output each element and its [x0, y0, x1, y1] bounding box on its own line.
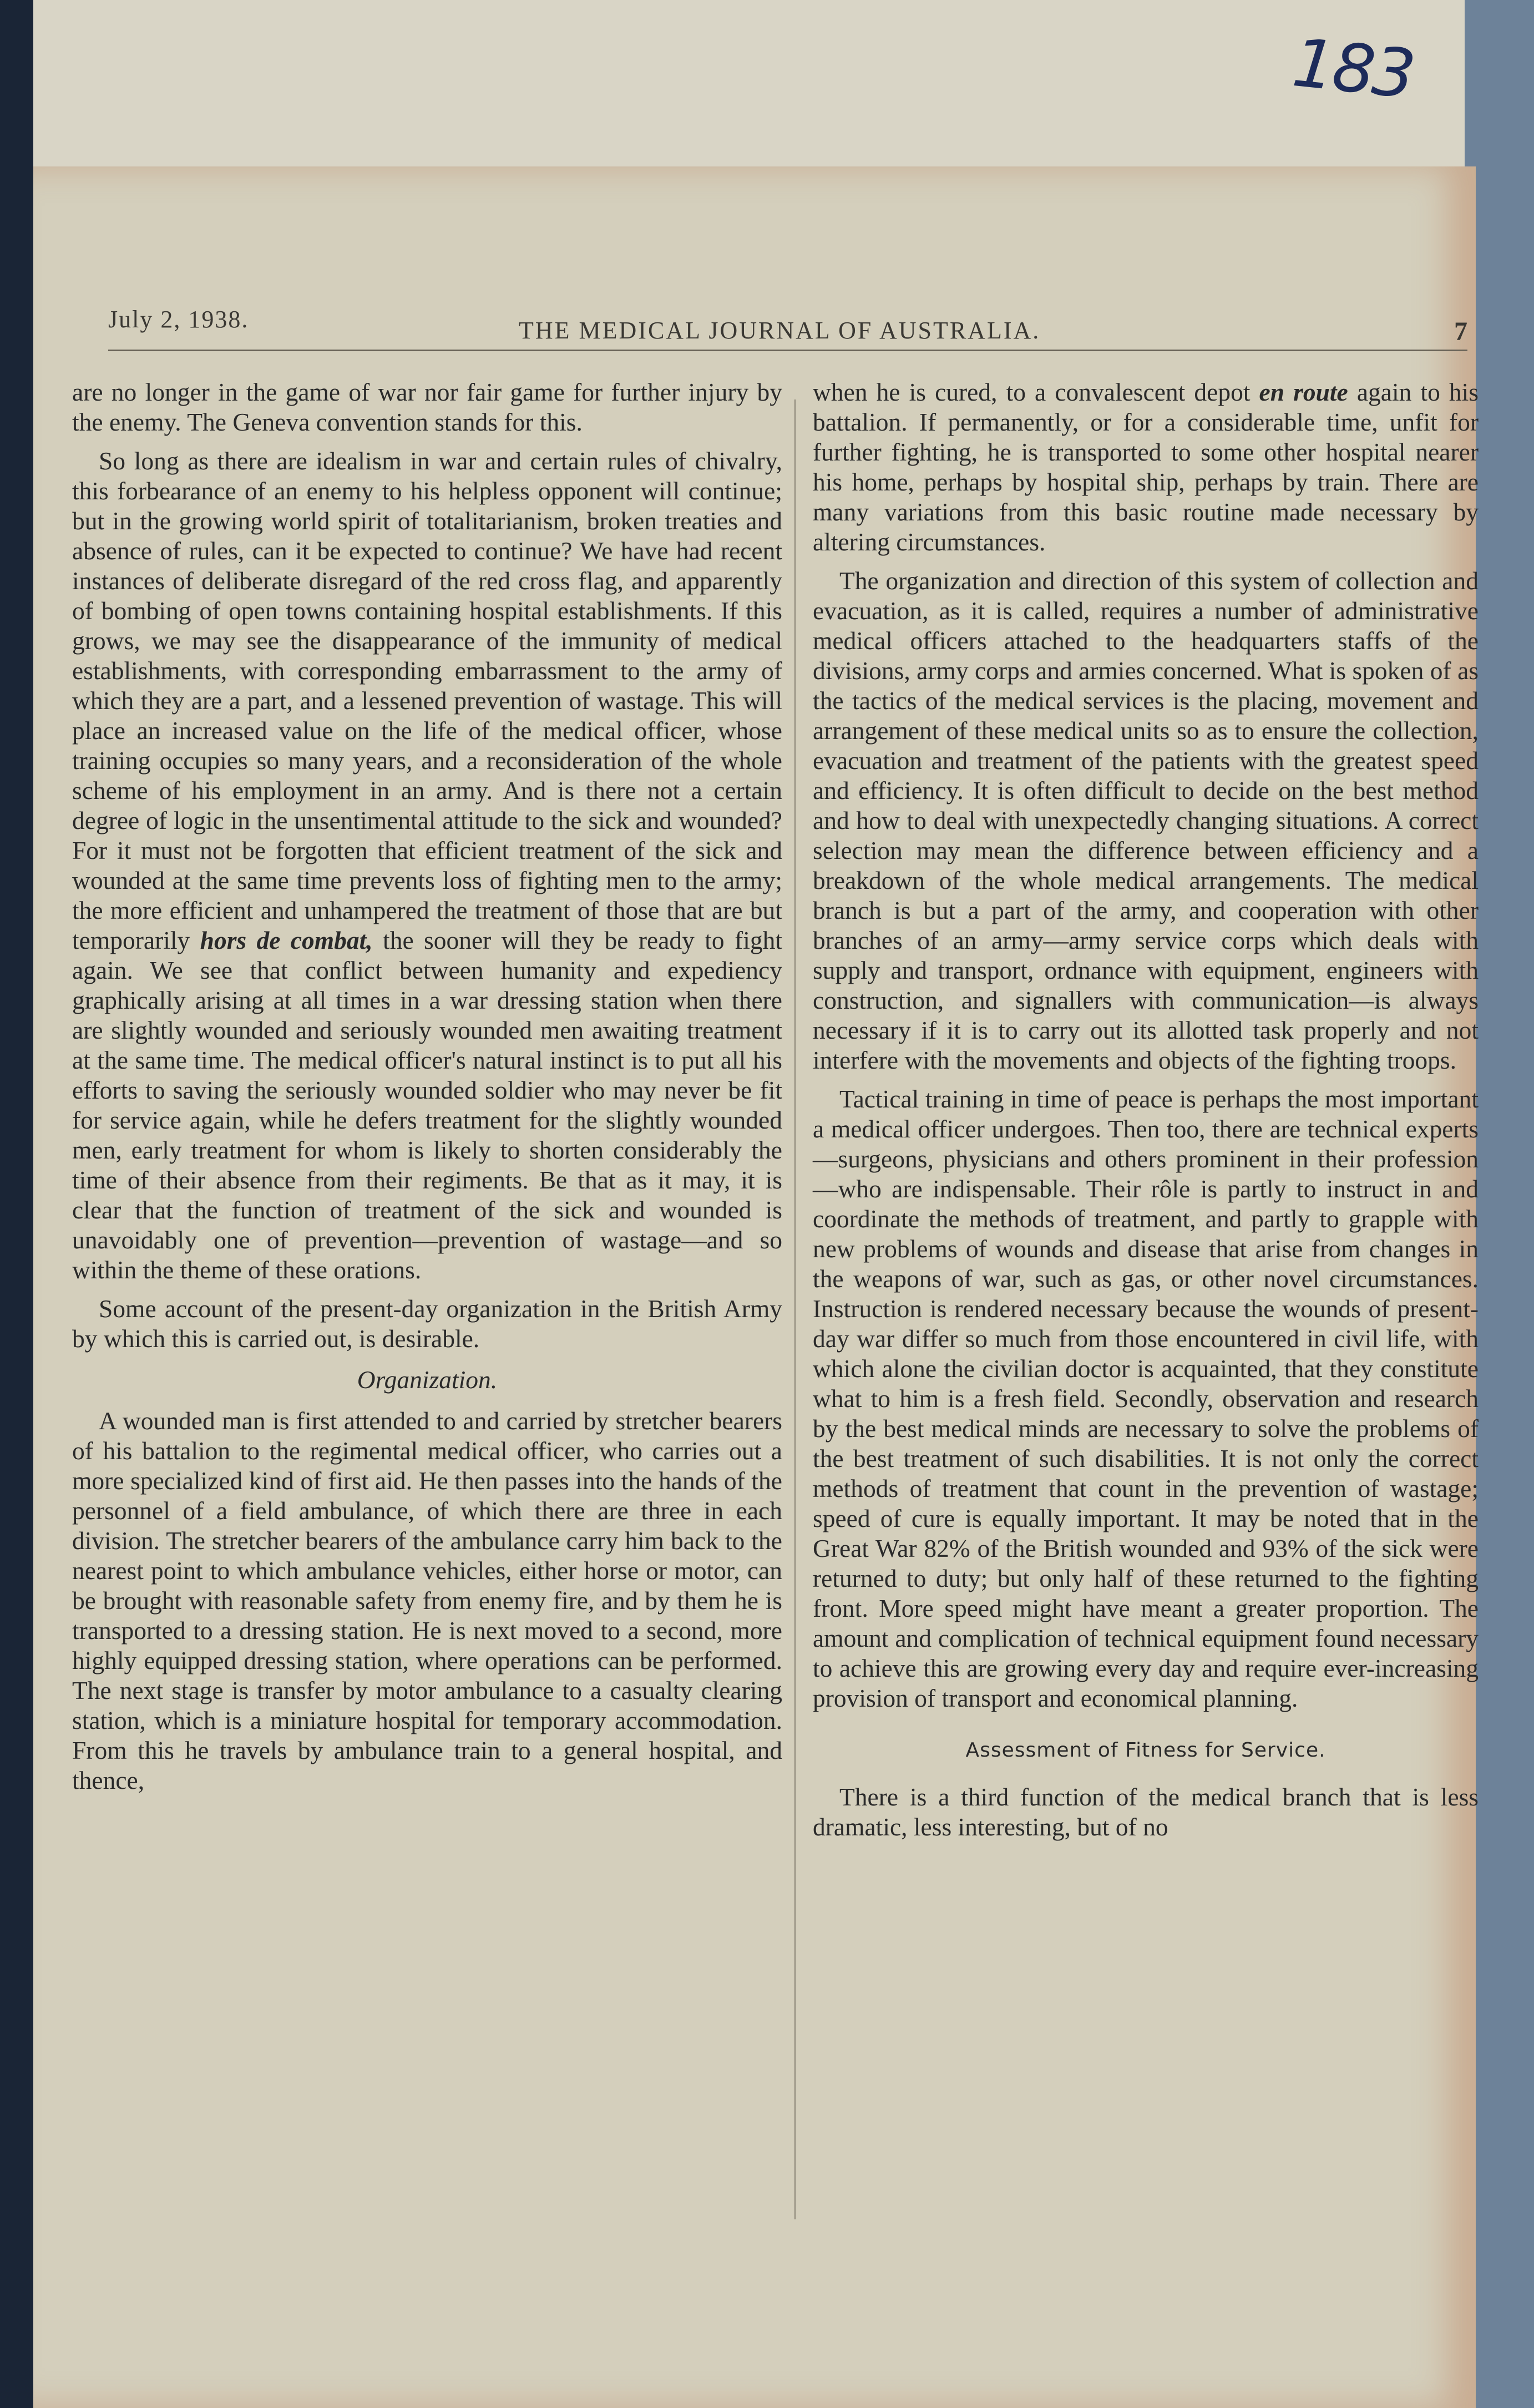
column-divider: [794, 399, 796, 2219]
paragraph-text: again to his battalion. If permanently, or for a considerable time, unfit for further fighting, he is transported to some other hospital nearer his home, perhaps by hospital ship, perhaps by train. There are many variations from this basic routine made necessary by altering circumstances.: [813, 378, 1479, 556]
section-heading: Assessment of Fitness for Service.: [965, 1739, 1326, 1762]
running-header: [108, 300, 1467, 351]
paragraph: There is a third function of the medical branch that is less dramatic, less interesting, but of no: [813, 1783, 1479, 1841]
paragraph: [72, 446, 782, 1285]
paragraph: are no longer in the game of war nor fair game for further injury by the enemy. The Geneva convention stands for this.: [72, 378, 782, 436]
section-heading: Organization.: [357, 1365, 498, 1394]
paragraph: Some account of the present-day organization in the British Army by which this is carried out, is desirable.: [72, 1294, 782, 1353]
paragraph-text: So long as there are idealism in war and certain rules of chivalry, this forbearance of an enemy to his helpless opponent will continue; but in the growing world spirit of totalitarianism, broken treaties and absence of rules, can it be expected to continue? We have had recent instances of deliberate disregard of the red cross flag, and apparently of bombing of open towns containing hospital establishments. If this grows, we may see the disappearance of the immunity of medical establishments, with corresponding embarrassment to the army of which they are a part, and a lessened prevention of wastage. This will place an increased value on the life of the medical officer, whose training occupies so many years, and a reconsideration of the whole scheme of his employment in an army. And is there not a certain degree of logic in the unsentimental attitude to the sick and wounded? For it must not be forgotten that efficient treatment of the sick and wounded at the same time prevents loss of fighting men to the army; the more efficient and unhampered the treatment of those that are but temporarily: [72, 447, 782, 954]
paragraph-text: the sooner will they be ready to fight again. We see that conflict between humanity and expediency graphically arising at all times in a war dressing station when there are slightly wounded and seriously wounded men awaiting treatment at the same time. The medical officer's natural instinct is to put all his efforts to saving the seriously wounded soldier who may never be fit for service again, while he defers treatment for the slightly wounded men, early treatment for whom is likely to shorten considerably the time of their absence from their regiments. Be that as it may, it is clear that the function of treatment of the sick and wounded is unavoidably one of prevention—prevention of wastage—and so within the theme of these orations.: [72, 926, 782, 1284]
journal-title: THE MEDICAL JOURNAL OF AUSTRALIA.: [519, 317, 1041, 344]
right-column: [813, 377, 1479, 1851]
paragraph: The organization and direction of this system of collection and evacuation, as it is called, requires a number of administrative medical officers attached to the headquarters staffs of the divisions, army corps and armies concerned. What is spoken of as the tactics of the medical services is the placing, movement and arrangement of these medical units so as to ensure the collection, evacuation and treatment of the patients with the greatest speed and efficiency. It is often difficult to decide on the best method and how to deal with unexpectedly changing situations. A correct selection may mean the difference between efficiency and a breakdown of the whole medical arrangements. The medical branch is but a part of the army, and cooperation with other branches of an army—army service corps which deals with supply and transport, ordnance with equipment, engineers with construction, and signallers with communication—is always necessary if it is to carry out its allotted task properly and not interfere with the movements and objects of the fighting troops.: [813, 566, 1479, 1074]
page-number: 7: [1454, 317, 1467, 346]
handwritten-folio-number: 183: [1289, 24, 1417, 114]
paragraph: Tactical training in time of peace is perhaps the most important a medical officer undergoes. Then too, there are technical experts—surgeons, physicians and others prominent in their profession—who are indispensable. Their rôle is partly to instruct in and coordinate the methods of treatment, and partly to grapple with new problems of wounds and disease that arise from changes in the weapons of war, such as gas, or other novel circumstances. Instruction is rendered necessary because the wounds of present-day war differ so much from those encountered in civil life, with which alone the civilian doctor is acquainted, that they constitute what to him is a fresh field. Secondly, observation and research by the best medical minds are necessary to solve the problems of the best treatment of such disabilities. It is not only the correct methods of treatment that count in the prevention of wastage; speed of cure is equally important. It may be noted that in the Great War 82% of the British wounded and 93% of the sick were returned to duty; but only half of these returned to the fighting front. More speed might have meant a greater proportion. The amount and complication of technical equipment found necessary to achieve this are growing every day and require ever-increasing provision of transport and economical planning.: [813, 1085, 1479, 1712]
issue-date: July 2, 1938.: [108, 306, 249, 333]
paragraph: A wounded man is first attended to and carried by stretcher bearers of his battalion to the regimental medical officer, who carries out a more specialized kind of first aid. He then passes into the hands of the personnel of a field ambulance, of which there are three in each division. The stretcher bearers of the ambulance carry him back to the nearest point to which ambulance vehicles, either horse or motor, can be brought with reasonable safety from enemy fire, and by them he is transported to a dressing station. He is next moved to a second, more highly equipped dressing station, where operations can be performed. The next stage is transfer by motor ambulance to a casualty clearing station, which is a miniature hospital for temporary accommodation. From this he travels by ambulance train to a general hospital, and thence,: [72, 1407, 782, 1794]
left-column: [72, 377, 782, 1804]
paragraph: [813, 377, 1479, 557]
book-binding: [0, 0, 33, 2408]
italic-phrase: en route: [1259, 378, 1348, 406]
italic-phrase: hors de combat,: [200, 926, 373, 954]
paragraph-text: when he is cured, to a convalescent depot: [813, 378, 1259, 406]
